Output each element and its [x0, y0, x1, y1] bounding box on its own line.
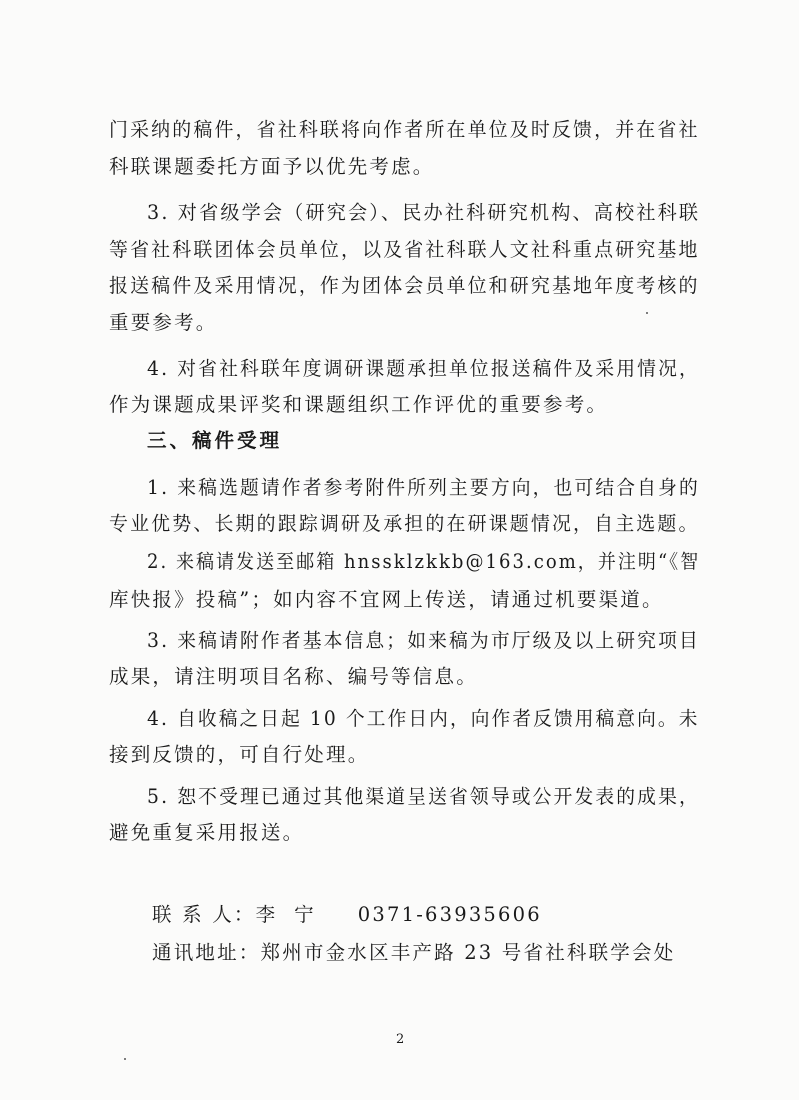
paragraph-line: 2. 来稿请发送至邮箱 hnssklzkkb@163.com，并注明“《智	[147, 550, 701, 573]
paragraph-line: 1. 来稿选题请作者参考附件所列主要方向，也可结合自身的	[147, 476, 700, 499]
scan-speck	[646, 312, 648, 314]
paragraph-line: 库快报》投稿”；如内容不宜网上传送，请通过机要渠道。	[109, 588, 664, 611]
contact-person: 联 系 人：李 宁 0371-63935606	[152, 903, 542, 926]
paragraph-line: 重要参考。	[109, 311, 218, 334]
contact-address: 通讯地址：郑州市金水区丰产路 23 号省社科联学会处	[152, 941, 676, 964]
paragraph-line: 4. 对省社科联年度调研课题承担单位报送稿件及采用情况，	[147, 357, 700, 380]
paragraph-line: 科联课题委托方面予以优先考虑。	[109, 155, 435, 178]
paragraph-line: 避免重复采用报送。	[109, 821, 305, 844]
paragraph-line: 5. 恕不受理已通过其他渠道呈送省领导或公开发表的成果，	[147, 785, 700, 808]
scan-speck	[124, 1058, 126, 1060]
paragraph-line: 作为课题成果评奖和课题组织工作评优的重要参考。	[109, 393, 609, 416]
paragraph-line: 3. 对省级学会（研究会）、民办社科研究机构、高校社科联	[147, 201, 701, 224]
paragraph-line: 成果，请注明项目名称、编号等信息。	[109, 665, 478, 688]
paragraph-line: 4. 自收稿之日起 10 个工作日内，向作者反馈用稿意向。未	[147, 707, 700, 730]
page-number: 2	[396, 1032, 405, 1047]
paragraph-line: 接到反馈的，可自行处理。	[109, 743, 370, 766]
section-heading: 三、稿件受理	[147, 429, 283, 452]
paragraph-line: 报送稿件及采用情况，作为团体会员单位和研究基地年度考核的	[109, 274, 700, 297]
paragraph-line: 专业优势、长期的跟踪调研及承担的在研课题情况，自主选题。	[109, 512, 700, 535]
paragraph-line: 门采纳的稿件，省社科联将向作者所在单位及时反馈，并在省社	[109, 118, 700, 141]
paragraph-line: 等省社科联团体会员单位，以及省社科联人文社科重点研究基地	[109, 238, 700, 261]
paragraph-line: 3. 来稿请附作者基本信息；如来稿为市厅级及以上研究项目	[147, 629, 700, 652]
